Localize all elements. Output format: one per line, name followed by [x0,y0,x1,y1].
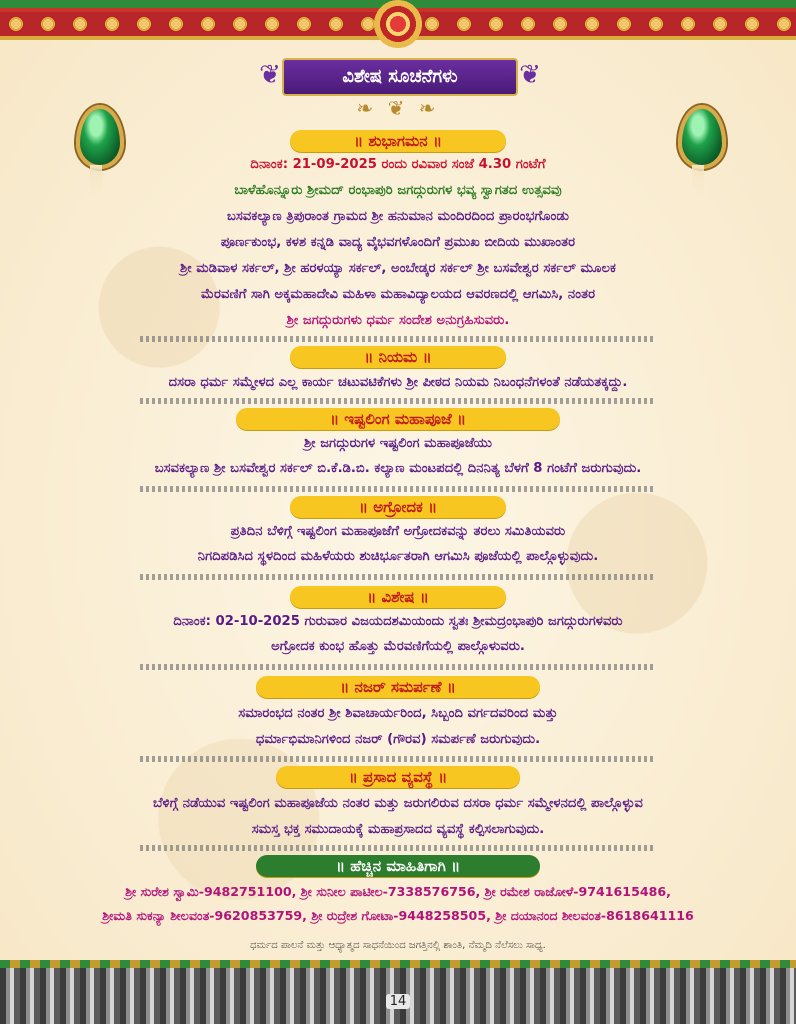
section-line: ಬಸವಕಲ್ಯಾಣ ಶ್ರೀ ಬಸವೇಶ್ವರ ಸರ್ಕಲ್ ಬಿ.ಕೆ.ಡಿ.ಬಿ. ಕಲ್ಯಾಣ ಮಂಟಪದಲ್ಲಿ ದಿನನಿತ್ಯ ಬೆಳಗೆ 8 ಗಂಟೆಗೆ ಜರುಗುವುದು. [154,461,642,476]
section-line: ಸಮಸ್ತ ಭಕ್ತ ಸಮುದಾಯಕ್ಕೆ ಮಹಾಪ್ರಸಾದದ ವ್ಯವಸ್ಥೆ ಕಲ್ಪಿಸಲಾಗುವುದು. [251,822,545,837]
top-medallion-icon [372,0,424,48]
divider [140,845,656,851]
divider [140,398,656,404]
bottom-decorative-border [0,960,796,1024]
section-line: ಶ್ರೀ ಜಗದ್ಗುರುಗಳ ಇಷ್ಟಲಿಂಗ ಮಹಾಪೂಜೆಯು [304,436,492,451]
scroll-ornament-icon: ❧ ❦ ❧ [356,96,440,120]
contact-line: ಶ್ರೀ ಸುರೇಶ ಸ್ವಾಮಿ-9482751100, ಶ್ರೀ ಸುನೀಲ ಪಾಟೀಲ-7338576756, ಶ್ರೀ ರಮೇಶ ರಾಜೋಳೆ-9741615486, [125,884,671,899]
page-title: ವಿಶೇಷ ಸೂಚನೆಗಳು [282,58,518,96]
divider [140,336,656,342]
section-line: ದಸರಾ ಧರ್ಮ ಸಮ್ಮೇಳದ ಎಲ್ಲ ಕಾರ್ಯ ಚಟುವಟಿಕೆಗಳು ಶ್ರೀ ಪೀಠದ ನಿಯಮ ನಿಬಂಧನೆಗಳಂತೆ ನಡೆಯತಕ್ಕದ್ದು. [168,375,628,390]
section-line: ಬಾಳೆಹೊನ್ನೂರು ಶ್ರೀಮದ್ ರಂಭಾಪುರಿ ಜಗದ್ಗುರುಗಳ ಭವ್ಯ ಸ್ವಾಗತದ ಉತ್ಸವವು [234,183,562,198]
title-wing-left-icon: ❦ [259,60,281,90]
title-wing-right-icon: ❦ [519,60,541,90]
section-line: ಮೆರವಣಿಗೆ ಸಾಗಿ ಅಕ್ಕಮಹಾದೇವಿ ಮಹಿಳಾ ಮಹಾವಿದ್ಯಾಲಯದ ಆವರಣದಲ್ಲಿ ಆಗಮಿಸಿ, ನಂತರ [200,287,596,302]
section-line: ಶ್ರೀ ಮಡಿವಾಳ ಸರ್ಕಲ್, ಶ್ರೀ ಹರಳಯ್ಯಾ ಸರ್ಕಲ್, ಅಂಬೇಡ್ಕರ ಸರ್ಕಲ್ ಶ್ರೀ ಬಸವೇಶ್ವರ ಸರ್ಕಲ್ ಮೂಲಕ [180,261,616,276]
section-line: ಶ್ರೀ ಜಗದ್ಗುರುಗಳು ಧರ್ಮ ಸಂದೇಶ ಅನುಗ್ರಹಿಸುವರು. [286,313,510,328]
footer-note: ಧರ್ಮದ ಪಾಲನೆ ಮತ್ತು ಆಧ್ಯಾತ್ಮದ ಸಾಧನೆಯಿಂದ ಜಗತ್ತಿನಲ್ಲಿ ಶಾಂತಿ, ನೆಮ್ಮದಿ ನೆಲೆಸಲು ಸಾಧ್ಯ. [250,940,546,951]
section-line: ಧರ್ಮಾಭಿಮಾನಿಗಳಿಂದ ನಜರ್ (ಗೌರವ) ಸಮರ್ಪಣೆ ಜರುಗುವುದು. [255,732,541,747]
section-line: ಬೆಳಿಗ್ಗೆ ನಡೆಯುವ ಇಷ್ಟಲಿಂಗ ಮಹಾಪೂಜೆಯ ನಂತರ ಮತ್ತು ಜರುಗಲಿರುವ ದಸರಾ ಧರ್ಮ ಸಮ್ಮೇಳನದಲ್ಲಿ ಪಾಲ್ಗೊಳ್ಳುವ [152,796,644,811]
section-heading-niyama: ॥ ನಿಯಮ ॥ [290,346,506,368]
section-line: ಪೂರ್ಣಕುಂಭ, ಕಳಶ ಕನ್ನಡಿ ವಾದ್ಯ ವೈಭವಗಳೊಂದಿಗೆ ಪ್ರಮುಖ ಬೀದಿಯ ಮುಖಾಂತರ [220,235,576,250]
section-heading-shubhagamana: ॥ ಶುಭಾಗಮನ ॥ [290,130,506,152]
divider [140,486,656,492]
section-line: ಸಮಾರಂಭದ ನಂತರ ಶ್ರೀ ಶಿವಾಚಾರ್ಯರಿಂದ, ಸಿಬ್ಬಂದಿ ವರ್ಗದವರಿಂದ ಮತ್ತು [238,706,558,721]
section-heading-vishesha: ॥ ವಿಶೇಷ ॥ [290,586,506,608]
section-line: ದಿನಾಂಕ: 02-10-2025 ಗುರುವಾರ ವಿಜಯದಶಮಿಯಂದು ಸ್ವತಃ ಶ್ರೀಮದ್ರಂಭಾಪುರಿ ಜಗದ್ಗುರುಗಳವರು [173,614,623,629]
page-number: 14 [386,994,410,1009]
section-heading-najar-samarpane: ॥ ನಜರ್ ಸಮರ್ಪಣೆ ॥ [256,676,540,698]
section-heading-prasada: ॥ ಪ್ರಸಾದ ವ್ಯವಸ್ಥೆ ॥ [276,766,520,788]
section-line: ದಿನಾಂಕ: 21-09-2025 ರಂದು ರವಿವಾರ ಸಂಜೆ 4.30 ಗಂಟೆಗೆ [250,157,546,172]
section-line: ಅಗ್ರೋದಕ ಕುಂಭ ಹೊತ್ತು ಮೆರವಣಿಗೆಯಲ್ಲಿ ಪಾಲ್ಗೊಳುವರು. [271,639,525,654]
section-line: ನಿಗದಿಪಡಿಸಿದ ಸ್ಥಳದಿಂದ ಮಹಿಳೆಯರು ಶುಚಿರ್ಭೂತರಾಗಿ ಆಗಮಿಸಿ ಪೂಜೆಯಲ್ಲಿ ಪಾಲ್ಗೊಳ್ಳುವುದು. [197,549,599,564]
section-heading-ishtalinga: ॥ ಇಷ್ಟಲಿಂಗ ಮಹಾಪೂಜೆ ॥ [236,408,560,430]
section-line: ಪ್ರತಿದಿನ ಬೆಳಿಗ್ಗೆ ಇಷ್ಟಲಿಂಗ ಮಹಾಪೂಜೆಗೆ ಅಗ್ರೋದಕವನ್ನು ತರಲು ಸಮಿತಿಯವರು [230,524,566,539]
section-heading-agrodaka: ॥ ಅಗ್ರೋದಕ ॥ [290,496,506,518]
section-line: ಬಸವಕಲ್ಯಾಣ ತ್ರಿಪುರಾಂತ ಗ್ರಾಮದ ಶ್ರೀ ಹನುಮಾನ ಮಂದಿರದಿಂದ ಪ್ರಾರಂಭಗೊಂಡು [226,209,569,224]
contact-line: ಶ್ರೀಮತಿ ಸುಕನ್ಯಾ ಶೀಲವಂತ-9620853759, ಶ್ರೀ ರುದ್ರೇಶ ಗೋಟಾ-9448258505, ಶ್ರೀ ದಯಾನಂದ ಶೀಲವಂತ-8618641116 [102,908,694,923]
divider [140,664,656,670]
section-heading-contact: ॥ ಹೆಚ್ಚಿನ ಮಾಹಿತಿಗಾಗಿ ॥ [256,855,540,877]
divider [140,756,656,762]
divider [140,574,656,580]
